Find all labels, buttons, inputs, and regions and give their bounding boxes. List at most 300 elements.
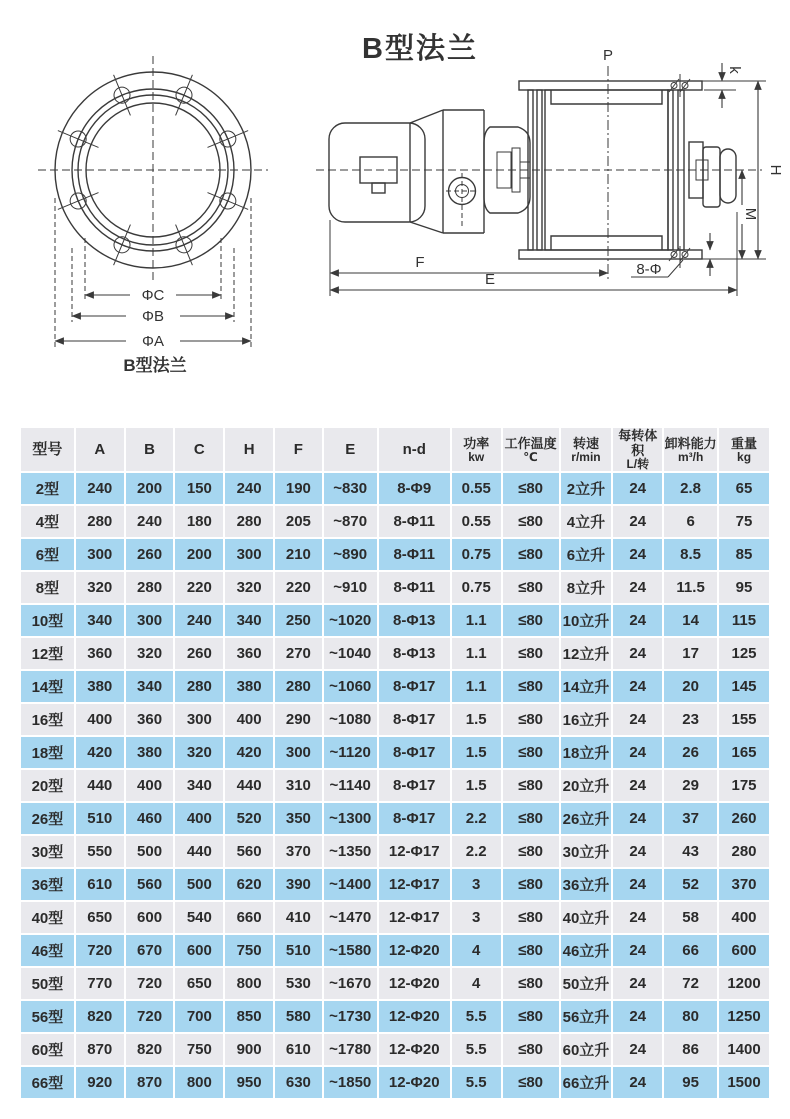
cell-model: 66型 [21, 1067, 74, 1098]
dim-k [704, 63, 743, 108]
cell-b: 670 [126, 935, 174, 966]
cell-model: 6型 [21, 539, 74, 570]
cell-model: 16型 [21, 704, 74, 735]
cell-power: 2.2 [452, 836, 501, 867]
table-row [21, 770, 769, 801]
cell-volume: 24 [613, 836, 662, 867]
cell-power: 0.55 [452, 506, 501, 537]
cell-volume: 24 [613, 1067, 662, 1098]
column-header-weight: 重量 kg [719, 428, 769, 471]
cell-c: 320 [175, 737, 223, 768]
cell-n_d: 8-Φ13 [379, 638, 450, 669]
cell-capacity: 72 [664, 968, 717, 999]
cell-speed: 36立升 [561, 869, 612, 900]
cell-a: 400 [76, 704, 124, 735]
column-header-h: H [225, 428, 273, 471]
cell-n_d: 12-Φ20 [379, 935, 450, 966]
cell-capacity: 26 [664, 737, 717, 768]
cell-f: 630 [275, 1067, 322, 1098]
flange-dim-a [55, 333, 251, 350]
table-row [21, 935, 769, 966]
cell-weight: 1400 [719, 1034, 769, 1065]
cell-power: 1.5 [452, 737, 501, 768]
cell-a: 510 [76, 803, 124, 834]
table-row [21, 473, 769, 504]
dim-label-phi-c: ΦC [141, 287, 165, 304]
cell-temp: ≤80 [503, 968, 559, 999]
cell-volume: 24 [613, 737, 662, 768]
cell-f: 250 [275, 605, 322, 636]
cell-volume: 24 [613, 704, 662, 735]
cell-capacity: 66 [664, 935, 717, 966]
cell-f: 410 [275, 902, 322, 933]
cell-f: 390 [275, 869, 322, 900]
cell-b: 380 [126, 737, 174, 768]
table-row [21, 836, 769, 867]
cell-b: 320 [126, 638, 174, 669]
cell-capacity: 14 [664, 605, 717, 636]
cell-temp: ≤80 [503, 671, 559, 702]
dim-p [603, 47, 613, 282]
cell-a: 340 [76, 605, 124, 636]
cell-n_d: 8-Φ11 [379, 506, 450, 537]
dim-label-p: P [602, 47, 614, 64]
cell-h: 300 [225, 539, 273, 570]
cell-h: 420 [225, 737, 273, 768]
cell-power: 1.1 [452, 638, 501, 669]
cell-speed: 4立升 [561, 506, 612, 537]
cell-h: 850 [225, 1001, 273, 1032]
cell-model: 60型 [21, 1034, 74, 1065]
cell-power: 5.5 [452, 1001, 501, 1032]
cell-e: ~1140 [324, 770, 377, 801]
cell-c: 800 [175, 1067, 223, 1098]
cell-temp: ≤80 [503, 473, 559, 504]
cell-volume: 24 [613, 869, 662, 900]
cell-a: 550 [76, 836, 124, 867]
cell-n_d: 8-Φ11 [379, 539, 450, 570]
cell-b: 560 [126, 869, 174, 900]
cell-temp: ≤80 [503, 638, 559, 669]
cell-power: 1.1 [452, 605, 501, 636]
cell-weight: 280 [719, 836, 769, 867]
gearbox [443, 110, 484, 233]
cell-temp: ≤80 [503, 1001, 559, 1032]
column-header-b: B [126, 428, 174, 471]
cell-a: 300 [76, 539, 124, 570]
cell-weight: 165 [719, 737, 769, 768]
cell-c: 300 [175, 704, 223, 735]
cell-weight: 75 [719, 506, 769, 537]
cell-temp: ≤80 [503, 506, 559, 537]
column-header-n_d: n-d [379, 428, 450, 471]
cell-weight: 115 [719, 605, 769, 636]
cell-a: 240 [76, 473, 124, 504]
table-row [21, 902, 769, 933]
cell-h: 280 [225, 506, 273, 537]
cell-n_d: 8-Φ11 [379, 572, 450, 603]
cell-model: 26型 [21, 803, 74, 834]
cell-weight: 125 [719, 638, 769, 669]
cell-volume: 24 [613, 1034, 662, 1065]
dim-label-e: E [484, 271, 496, 288]
cell-model: 8型 [21, 572, 74, 603]
cell-temp: ≤80 [503, 869, 559, 900]
cell-b: 500 [126, 836, 174, 867]
column-header-f: F [275, 428, 322, 471]
cell-e: ~1120 [324, 737, 377, 768]
dim-label-8-phi: 8-Φ [636, 261, 662, 278]
cell-h: 900 [225, 1034, 273, 1065]
column-header-e: E [324, 428, 377, 471]
table-row [21, 506, 769, 537]
cell-weight: 85 [719, 539, 769, 570]
cell-n_d: 8-Φ9 [379, 473, 450, 504]
column-header-temp: 工作温度 ℃ [503, 428, 559, 471]
cell-speed: 60立升 [561, 1034, 612, 1065]
cell-power: 1.1 [452, 671, 501, 702]
cell-a: 650 [76, 902, 124, 933]
cell-capacity: 80 [664, 1001, 717, 1032]
dim-label-m: M [742, 207, 759, 221]
cell-model: 10型 [21, 605, 74, 636]
cell-a: 420 [76, 737, 124, 768]
cell-h: 360 [225, 638, 273, 669]
cell-model: 50型 [21, 968, 74, 999]
cell-c: 440 [175, 836, 223, 867]
column-header-capacity: 卸料能力 m³/h [664, 428, 717, 471]
dim-label-h: H [767, 164, 784, 176]
cell-capacity: 2.8 [664, 473, 717, 504]
cell-weight: 155 [719, 704, 769, 735]
cell-volume: 24 [613, 605, 662, 636]
column-header-volume: 每转体积 L/转 [613, 428, 662, 471]
cell-speed: 40立升 [561, 902, 612, 933]
cell-capacity: 23 [664, 704, 717, 735]
cell-capacity: 8.5 [664, 539, 717, 570]
cell-h: 950 [225, 1067, 273, 1098]
cell-capacity: 43 [664, 836, 717, 867]
cell-model: 4型 [21, 506, 74, 537]
cell-h: 520 [225, 803, 273, 834]
cell-b: 200 [126, 473, 174, 504]
cell-volume: 24 [613, 770, 662, 801]
table-row [21, 638, 769, 669]
cell-a: 440 [76, 770, 124, 801]
table-body [21, 473, 769, 1098]
table-row [21, 1001, 769, 1032]
cell-volume: 24 [613, 968, 662, 999]
cell-n_d: 12-Φ20 [379, 968, 450, 999]
cell-h: 660 [225, 902, 273, 933]
cell-c: 220 [175, 572, 223, 603]
cell-speed: 26立升 [561, 803, 612, 834]
cell-temp: ≤80 [503, 605, 559, 636]
cell-b: 340 [126, 671, 174, 702]
dim-label-phi-b: ΦB [142, 308, 164, 325]
cell-capacity: 52 [664, 869, 717, 900]
cell-h: 440 [225, 770, 273, 801]
cell-volume: 24 [613, 638, 662, 669]
cell-speed: 46立升 [561, 935, 612, 966]
cell-n_d: 8-Φ17 [379, 737, 450, 768]
cell-speed: 30立升 [561, 836, 612, 867]
cell-volume: 24 [613, 1001, 662, 1032]
flange-caption: B型法兰 [123, 356, 187, 375]
flange-front-view [38, 56, 268, 375]
cell-f: 210 [275, 539, 322, 570]
cell-power: 2.2 [452, 803, 501, 834]
cell-a: 280 [76, 506, 124, 537]
flange-dim-b [72, 308, 234, 325]
cell-h: 560 [225, 836, 273, 867]
cell-b: 600 [126, 902, 174, 933]
cell-temp: ≤80 [503, 902, 559, 933]
cell-volume: 24 [613, 539, 662, 570]
table-header-row [21, 428, 769, 471]
cell-b: 400 [126, 770, 174, 801]
cell-c: 260 [175, 638, 223, 669]
cell-power: 0.75 [452, 572, 501, 603]
cell-b: 360 [126, 704, 174, 735]
cell-n_d: 8-Φ13 [379, 605, 450, 636]
top-port [551, 90, 662, 104]
cell-e: ~1580 [324, 935, 377, 966]
cell-e: ~1300 [324, 803, 377, 834]
cell-power: 0.75 [452, 539, 501, 570]
cell-power: 5.5 [452, 1067, 501, 1098]
cell-power: 3 [452, 902, 501, 933]
cell-b: 720 [126, 1001, 174, 1032]
cell-speed: 20立升 [561, 770, 612, 801]
cell-capacity: 95 [664, 1067, 717, 1098]
cell-e: ~1780 [324, 1034, 377, 1065]
cell-c: 240 [175, 605, 223, 636]
cell-h: 340 [225, 605, 273, 636]
cell-f: 220 [275, 572, 322, 603]
cell-power: 5.5 [452, 1034, 501, 1065]
cell-capacity: 86 [664, 1034, 717, 1065]
table-row [21, 737, 769, 768]
cell-b: 300 [126, 605, 174, 636]
cell-e: ~1040 [324, 638, 377, 669]
cell-weight: 1500 [719, 1067, 769, 1098]
cell-b: 260 [126, 539, 174, 570]
dim-label-phi-a: ΦA [142, 333, 164, 350]
cell-c: 750 [175, 1034, 223, 1065]
cell-temp: ≤80 [503, 836, 559, 867]
column-header-c: C [175, 428, 223, 471]
cell-power: 4 [452, 935, 501, 966]
cell-speed: 12立升 [561, 638, 612, 669]
cell-e: ~1400 [324, 869, 377, 900]
cell-model: 46型 [21, 935, 74, 966]
cell-temp: ≤80 [503, 572, 559, 603]
cell-volume: 24 [613, 803, 662, 834]
cell-n_d: 8-Φ17 [379, 770, 450, 801]
dim-m [742, 170, 759, 259]
cell-c: 150 [175, 473, 223, 504]
cell-f: 610 [275, 1034, 322, 1065]
cell-speed: 18立升 [561, 737, 612, 768]
cell-model: 36型 [21, 869, 74, 900]
cell-f: 350 [275, 803, 322, 834]
cell-h: 800 [225, 968, 273, 999]
cell-speed: 6立升 [561, 539, 612, 570]
table-row [21, 1034, 769, 1065]
table-row [21, 1067, 769, 1098]
cell-h: 380 [225, 671, 273, 702]
column-header-a: A [76, 428, 124, 471]
cell-power: 1.5 [452, 704, 501, 735]
cell-n_d: 12-Φ17 [379, 836, 450, 867]
cell-speed: 50立升 [561, 968, 612, 999]
page-title: B型法兰 [362, 33, 478, 65]
cell-power: 3 [452, 869, 501, 900]
drawing-svg [0, 0, 790, 424]
cell-weight: 600 [719, 935, 769, 966]
cell-c: 500 [175, 869, 223, 900]
cell-e: ~1730 [324, 1001, 377, 1032]
cell-a: 360 [76, 638, 124, 669]
cell-volume: 24 [613, 902, 662, 933]
cell-c: 340 [175, 770, 223, 801]
cell-temp: ≤80 [503, 1034, 559, 1065]
cell-temp: ≤80 [503, 704, 559, 735]
cell-e: ~1020 [324, 605, 377, 636]
cell-weight: 145 [719, 671, 769, 702]
cell-model: 14型 [21, 671, 74, 702]
cell-f: 370 [275, 836, 322, 867]
table-row [21, 572, 769, 603]
cell-a: 720 [76, 935, 124, 966]
cell-speed: 66立升 [561, 1067, 612, 1098]
cell-model: 2型 [21, 473, 74, 504]
cell-c: 200 [175, 539, 223, 570]
cell-speed: 10立升 [561, 605, 612, 636]
table-row [21, 869, 769, 900]
cell-e: ~830 [324, 473, 377, 504]
cell-e: ~1670 [324, 968, 377, 999]
cell-n_d: 12-Φ20 [379, 1001, 450, 1032]
cell-power: 0.55 [452, 473, 501, 504]
cell-f: 510 [275, 935, 322, 966]
cell-capacity: 17 [664, 638, 717, 669]
cell-volume: 24 [613, 671, 662, 702]
cell-speed: 14立升 [561, 671, 612, 702]
cell-c: 400 [175, 803, 223, 834]
cell-f: 190 [275, 473, 322, 504]
cell-volume: 24 [613, 506, 662, 537]
cell-f: 530 [275, 968, 322, 999]
cell-h: 750 [225, 935, 273, 966]
flange-dim-c [85, 287, 221, 304]
cell-n_d: 8-Φ17 [379, 803, 450, 834]
rotary-valve-side-view [316, 47, 784, 296]
cell-n_d: 12-Φ20 [379, 1067, 450, 1098]
cell-capacity: 58 [664, 902, 717, 933]
cell-volume: 24 [613, 572, 662, 603]
cell-a: 920 [76, 1067, 124, 1098]
cell-temp: ≤80 [503, 737, 559, 768]
cell-weight: 65 [719, 473, 769, 504]
cell-speed: 2立升 [561, 473, 612, 504]
cell-e: ~1350 [324, 836, 377, 867]
cell-temp: ≤80 [503, 935, 559, 966]
cell-e: ~1080 [324, 704, 377, 735]
cell-e: ~1470 [324, 902, 377, 933]
cell-volume: 24 [613, 473, 662, 504]
cell-f: 310 [275, 770, 322, 801]
cell-c: 180 [175, 506, 223, 537]
cell-a: 610 [76, 869, 124, 900]
cell-temp: ≤80 [503, 770, 559, 801]
column-header-speed: 转速 r/min [561, 428, 612, 471]
cell-weight: 95 [719, 572, 769, 603]
table-row [21, 803, 769, 834]
flange-plate-bolt-holes [669, 74, 690, 268]
cell-temp: ≤80 [503, 803, 559, 834]
cell-model: 18型 [21, 737, 74, 768]
column-header-power: 功率 kw [452, 428, 501, 471]
cell-speed: 8立升 [561, 572, 612, 603]
cell-f: 280 [275, 671, 322, 702]
cell-e: ~1850 [324, 1067, 377, 1098]
cell-f: 270 [275, 638, 322, 669]
cell-model: 12型 [21, 638, 74, 669]
cell-a: 380 [76, 671, 124, 702]
cell-f: 205 [275, 506, 322, 537]
cell-a: 770 [76, 968, 124, 999]
cell-a: 320 [76, 572, 124, 603]
cell-e: ~890 [324, 539, 377, 570]
cell-power: 1.5 [452, 770, 501, 801]
cell-h: 400 [225, 704, 273, 735]
cell-e: ~910 [324, 572, 377, 603]
cell-weight: 370 [719, 869, 769, 900]
cell-weight: 175 [719, 770, 769, 801]
cell-e: ~870 [324, 506, 377, 537]
cell-a: 870 [76, 1034, 124, 1065]
cell-n_d: 12-Φ17 [379, 902, 450, 933]
cell-n_d: 12-Φ17 [379, 869, 450, 900]
cell-a: 820 [76, 1001, 124, 1032]
cell-b: 820 [126, 1034, 174, 1065]
cell-c: 280 [175, 671, 223, 702]
table-row [21, 671, 769, 702]
motor-adapter [410, 110, 443, 233]
cell-c: 700 [175, 1001, 223, 1032]
cell-c: 540 [175, 902, 223, 933]
cell-weight: 1250 [719, 1001, 769, 1032]
bolt-callout [631, 260, 683, 278]
cell-weight: 260 [719, 803, 769, 834]
cell-capacity: 6 [664, 506, 717, 537]
cell-n_d: 8-Φ17 [379, 704, 450, 735]
cell-model: 56型 [21, 1001, 74, 1032]
shaft-end-housing [689, 142, 736, 207]
cell-n_d: 12-Φ20 [379, 1034, 450, 1065]
cell-c: 650 [175, 968, 223, 999]
cell-b: 870 [126, 1067, 174, 1098]
cell-model: 30型 [21, 836, 74, 867]
cell-temp: ≤80 [503, 1067, 559, 1098]
table-row [21, 704, 769, 735]
cell-b: 460 [126, 803, 174, 834]
cell-f: 300 [275, 737, 322, 768]
cell-capacity: 37 [664, 803, 717, 834]
motor [329, 123, 425, 222]
